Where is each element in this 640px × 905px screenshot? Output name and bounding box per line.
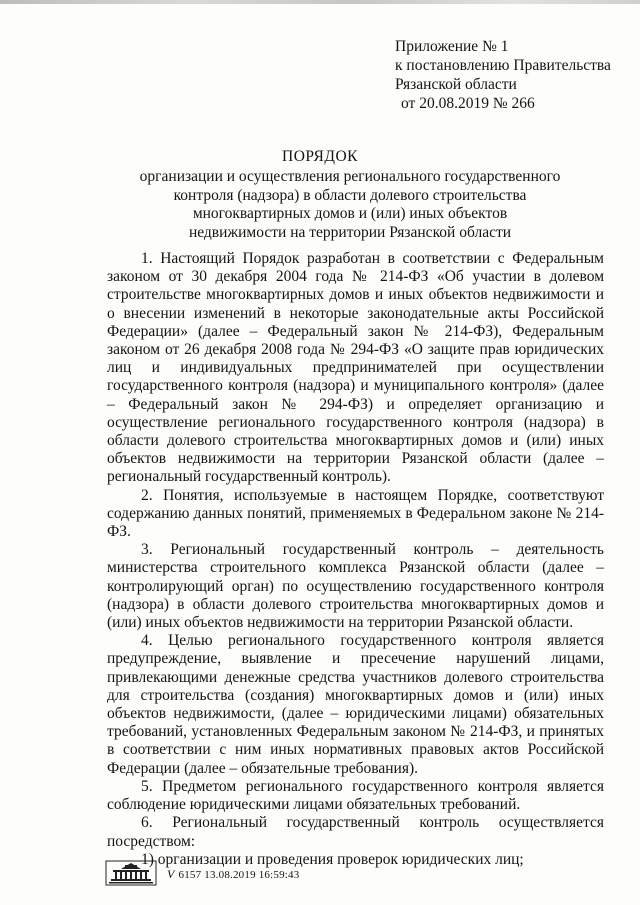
paragraph: 3. Региональный государственный контроль – деятельность министерства строительного комплекса Рязанской области (далее – контролирующий орган) по осуществлению государственного контроля (надзора) в области долевого строительства многоквартирных домов и (или) иных объектов недвижимости на территории Рязанской области.	[107, 541, 604, 632]
document-body	[107, 250, 604, 869]
government-building-icon	[105, 860, 157, 886]
paragraph: 4. Целью регионального государственного контроля является предупреждение, выявление и пресечение нарушений лицами, привлекающими денежные средства участников долевого строительства для строительства (создания) многоквартирных домов и (или) иных объектов недвижимости, (далее – юридическими лицами) обязательных требований, установленных Федеральным законом № 214-ФЗ, и принятых в соответствии с ним иных нормативных правовых актов Российской Федерации (далее – обязательные требования).	[107, 632, 604, 777]
paragraph: 5. Предметом регионального государственного контроля является соблюдение юридическими лицами обязательных требований.	[107, 777, 604, 814]
approval-line: к постановлению Правительства	[395, 57, 611, 74]
subtitle-line: организации и осуществления регионального государственного	[139, 168, 561, 185]
paragraph: 1. Настоящий Порядок разработан в соответствии с Федеральным законом от 30 декабря 2004 года № 214-ФЗ «Об участии в долевом строительстве многоквартирных домов и иных объектов недвижимости и о внесении изменений в некоторые законодательные акты Российской Федерации» (далее – Федеральный закон № 214-ФЗ), Федеральным законом от 26 декабря 2008 года № 294-ФЗ «О защите прав юридических лиц и индивидуальных предпринимателей при осуществлении государственного контроля (надзора) и муниципального контроля» (далее – Федеральный закон № 294-ФЗ) и определяет организацию и осуществление регионального государственного контроля (надзора) в области долевого строительства многоквартирных домов и (или) иных объектов недвижимости на территории Рязанской области (далее – региональный государственный контроль).	[107, 250, 604, 486]
scan-edge	[0, 0, 640, 4]
subtitle-line: недвижимости на территории Рязанской области	[188, 223, 512, 241]
paragraph: 1) организации и проведения проверок юридических лиц;	[141, 850, 524, 868]
approval-line: Рязанской области	[395, 76, 517, 93]
footer	[105, 860, 605, 886]
registration-mark: V	[167, 867, 175, 881]
document-title: ПОРЯДОК	[282, 148, 358, 165]
registration-stamp	[167, 867, 299, 882]
paragraph: 6. Региональный государственный контроль осуществляется посредством:	[107, 814, 604, 850]
approval-block	[395, 37, 635, 113]
approval-line: Приложение № 1	[395, 38, 509, 55]
approval-date: от 20.08.2019 № 266	[401, 95, 535, 112]
subtitle-line: многоквартирных домов и (или) иных объектов	[192, 205, 508, 222]
subtitle-line: контроля (надзора) в области долевого строительства	[173, 186, 527, 204]
document-subtitle	[60, 168, 640, 242]
paragraph: 2. Понятия, используемые в настоящем Порядке, соответствуют содержанию данных понятий, применяемых в Федеральном законе № 214-ФЗ.	[107, 486, 604, 541]
registration-number: 6157 13.08.2019 16:59:43	[178, 869, 300, 881]
